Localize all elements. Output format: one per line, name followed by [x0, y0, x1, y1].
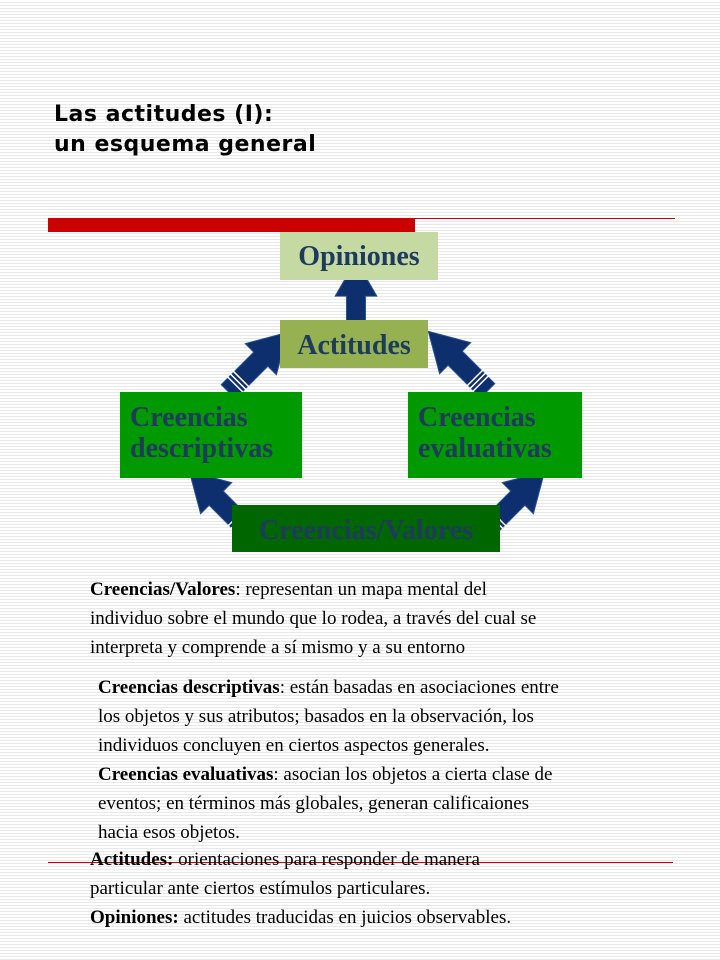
definition-valores-line-2: individuo sobre el mundo que lo rodea, a través del cual se — [90, 608, 537, 629]
definition-actitudes-line-1: orientaciones para responder de manera — [173, 849, 480, 870]
definition-descriptivas-line-2: los objetos y sus atributos; basados en la observación, los — [98, 706, 534, 727]
title-line-2: un esquema general — [54, 132, 317, 157]
term-descriptivas: Creencias descriptivas — [98, 677, 280, 698]
node-valores-label: Creencias/Valores — [258, 515, 474, 546]
node-actitudes — [280, 320, 428, 368]
definition-descriptivas-line-1: : están basadas en asociaciones entre — [279, 677, 559, 698]
term-actitudes: Actitudes: — [90, 849, 174, 870]
node-evaluativas-label-1: Creencias — [418, 402, 536, 433]
definition-valores-line-3: interpreta y comprende a sí mismo y a su entorno — [90, 637, 466, 658]
definition-valores-line-1: : representan un mapa mental del — [235, 579, 487, 600]
definition-opiniones-line-1: actitudes traducidas en juicios observables. — [178, 907, 512, 928]
definition-actitudes-line-2: particular ante ciertos estímulos particulares. — [90, 878, 431, 899]
node-creencias-descriptivas — [120, 392, 302, 478]
definition-valores — [90, 575, 536, 662]
node-creencias-valores — [232, 505, 500, 552]
definition-evaluativas — [98, 760, 552, 847]
node-evaluativas-label-2: evaluativas — [418, 433, 552, 464]
node-opiniones-label: Opiniones — [298, 241, 420, 272]
definition-evaluativas-line-1: : asocian los objetos a cierta clase de — [273, 764, 553, 785]
title-line-1: Las actitudes (I): — [54, 102, 274, 127]
term-evaluativas: Creencias evaluativas — [98, 764, 274, 785]
node-descriptivas-label-1: Creencias — [130, 402, 248, 433]
node-opiniones — [280, 232, 438, 280]
term-opiniones: Opiniones: — [90, 907, 179, 928]
node-creencias-evaluativas — [408, 392, 582, 478]
definition-descriptivas — [98, 673, 559, 760]
node-descriptivas-label-2: descriptivas — [130, 433, 274, 464]
definition-descriptivas-line-3: individuos concluyen en ciertos aspectos generales. — [98, 735, 490, 756]
definition-evaluativas-line-3: hacia esos objetos. — [98, 822, 240, 843]
definition-actitudes-opiniones — [90, 845, 511, 932]
definition-evaluativas-line-2: eventos; en términos más globales, generan calificaiones — [98, 793, 530, 814]
term-valores: Creencias/Valores — [90, 579, 236, 600]
node-actitudes-label: Actitudes — [297, 330, 411, 361]
